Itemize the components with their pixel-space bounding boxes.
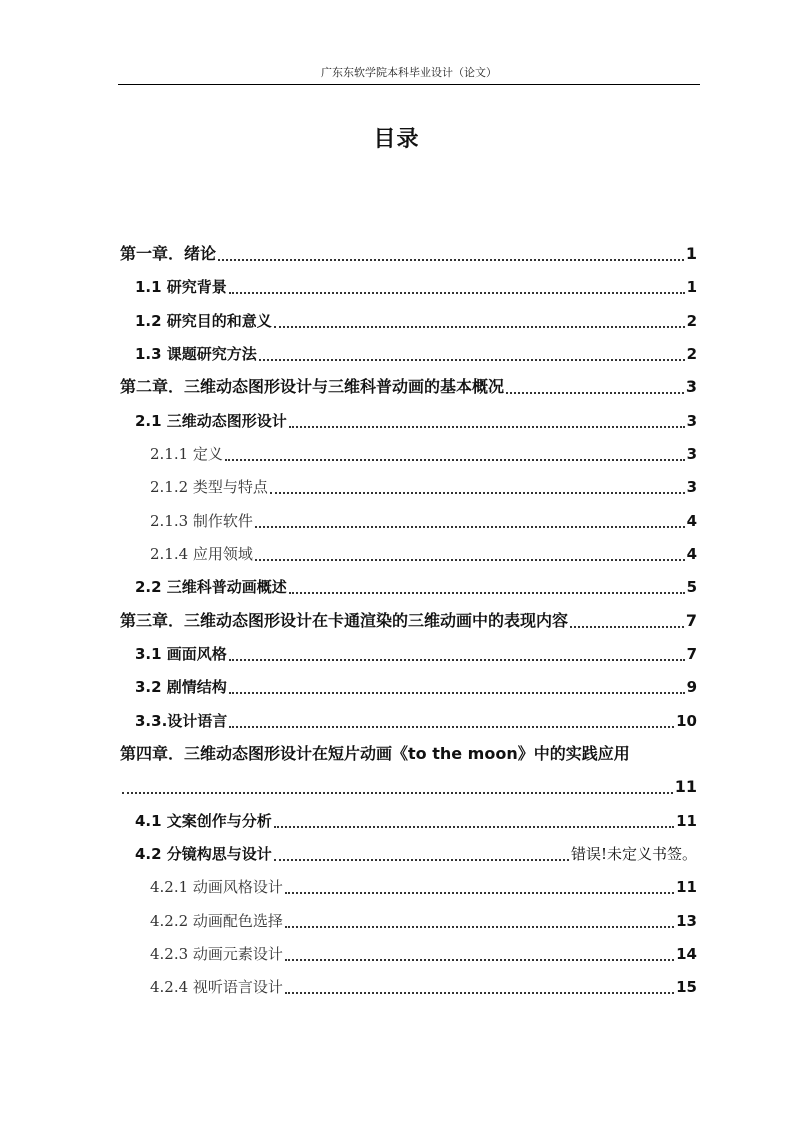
toc-leader <box>289 592 685 594</box>
toc-entry-chapter-2[interactable] <box>120 373 697 397</box>
toc-page: 2 <box>686 312 697 330</box>
toc-label: 3.2 剧情结构 <box>135 678 227 696</box>
toc-entry-chapter-3[interactable] <box>120 607 697 631</box>
toc-entry-3-3[interactable] <box>135 707 697 731</box>
toc-entry-2-1-3[interactable] <box>150 507 697 531</box>
toc-leader <box>274 326 685 328</box>
toc-leader <box>274 826 674 828</box>
toc-entry-2-2[interactable] <box>135 573 697 597</box>
toc-page: 11 <box>676 878 697 896</box>
toc-leader <box>229 692 685 694</box>
toc-page: 7 <box>686 645 697 663</box>
toc-label: 1.2 研究目的和意义 <box>135 312 272 330</box>
toc-entry-1-3[interactable] <box>135 340 697 364</box>
toc-label: 3.1 画面风格 <box>135 645 227 663</box>
toc-label: 1.3 课题研究方法 <box>135 345 257 363</box>
toc-entry-2-1[interactable] <box>135 407 697 431</box>
toc-entry-chapter-4[interactable] <box>120 740 697 764</box>
toc-label: 4.2.3 动画元素设计 <box>150 945 283 963</box>
toc-leader <box>274 859 569 861</box>
toc-leader <box>285 959 674 961</box>
toc-label: 2.1.4 应用领域 <box>150 545 253 563</box>
toc-label: 4.2.4 视听语言设计 <box>150 978 283 996</box>
toc-page: 14 <box>676 945 697 963</box>
toc-page: 15 <box>676 978 697 996</box>
toc-leader <box>229 659 685 661</box>
toc-entry-4-2-4[interactable] <box>150 973 697 997</box>
toc-label: 2.1.2 类型与特点 <box>150 478 268 496</box>
toc-label: 4.2 分镜构思与设计 <box>135 845 272 863</box>
toc-label: 第二章．三维动态图形设计与三维科普动画的基本概况 <box>120 377 505 396</box>
toc-leader <box>259 359 685 361</box>
toc-leader <box>229 726 674 728</box>
toc-page: 2 <box>686 345 697 363</box>
toc-page: 4 <box>686 512 697 530</box>
toc-label: 2.2 三维科普动画概述 <box>135 578 287 596</box>
toc-entry-chapter-4-continued[interactable] <box>120 773 697 797</box>
toc-page: 7 <box>685 611 697 630</box>
toc-leader <box>270 492 685 494</box>
toc-entry-1-1[interactable] <box>135 273 697 297</box>
toc-leader <box>506 392 684 394</box>
toc-entry-chapter-1[interactable] <box>120 240 697 264</box>
running-header: 广东东软学院本科毕业设计（论文） <box>118 64 700 85</box>
toc-label: 2.1 三维动态图形设计 <box>135 412 287 430</box>
toc-entry-2-1-4[interactable] <box>150 540 697 564</box>
toc-entry-3-1[interactable] <box>135 640 697 664</box>
toc-label: 第四章．三维动态图形设计在短片动画《to the moon》中的实践应用 <box>120 744 630 763</box>
toc-leader <box>285 926 674 928</box>
toc-label: 3.3.设计语言 <box>135 712 228 730</box>
toc-label: 1.1 研究背景 <box>135 278 227 296</box>
toc-label: 2.1.1 定义 <box>150 445 223 463</box>
toc-entry-3-2[interactable] <box>135 673 697 697</box>
toc-page: 5 <box>686 578 697 596</box>
toc-page: 9 <box>686 678 697 696</box>
toc-page: 3 <box>685 377 697 396</box>
toc-label: 4.1 文案创作与分析 <box>135 812 272 830</box>
toc-leader <box>289 426 685 428</box>
toc-label: 2.1.3 制作软件 <box>150 512 253 530</box>
toc-leader <box>285 992 674 994</box>
toc-entry-4-2-1[interactable] <box>150 873 697 897</box>
toc-leader <box>285 892 674 894</box>
toc-entry-4-2-2[interactable] <box>150 907 697 931</box>
toc-page: 1 <box>685 244 697 263</box>
toc-leader <box>255 559 685 561</box>
toc-entry-4-2-3[interactable] <box>150 940 697 964</box>
toc-page: 11 <box>676 812 697 830</box>
toc-leader <box>229 292 685 294</box>
toc-label: 4.2.1 动画风格设计 <box>150 878 283 896</box>
toc-page-error: 错误!未定义书签。 <box>570 845 697 863</box>
toc-entry-2-1-1[interactable] <box>150 440 697 464</box>
toc-entry-4-1[interactable] <box>135 807 697 831</box>
toc-label: 第一章．绪论 <box>120 244 217 263</box>
toc-page: 11 <box>674 777 697 796</box>
toc-page: 10 <box>676 712 697 730</box>
toc-page: 3 <box>686 478 697 496</box>
toc-leader <box>122 792 673 794</box>
toc-leader <box>570 626 684 628</box>
toc-label: 4.2.2 动画配色选择 <box>150 912 283 930</box>
toc-entry-4-2[interactable] <box>135 840 697 864</box>
page-title: 目录 <box>373 127 420 152</box>
toc-label: 第三章．三维动态图形设计在卡通渲染的三维动画中的表现内容 <box>120 611 569 630</box>
toc-entry-2-1-2[interactable] <box>150 473 697 497</box>
toc-leader <box>255 526 685 528</box>
toc-leader <box>218 259 684 261</box>
toc-page: 4 <box>686 545 697 563</box>
toc-page: 3 <box>686 412 697 430</box>
toc-leader <box>225 459 685 461</box>
toc-entry-1-2[interactable] <box>135 307 697 331</box>
toc-page: 13 <box>676 912 697 930</box>
toc-page: 1 <box>686 278 697 296</box>
toc-page: 3 <box>686 445 697 463</box>
